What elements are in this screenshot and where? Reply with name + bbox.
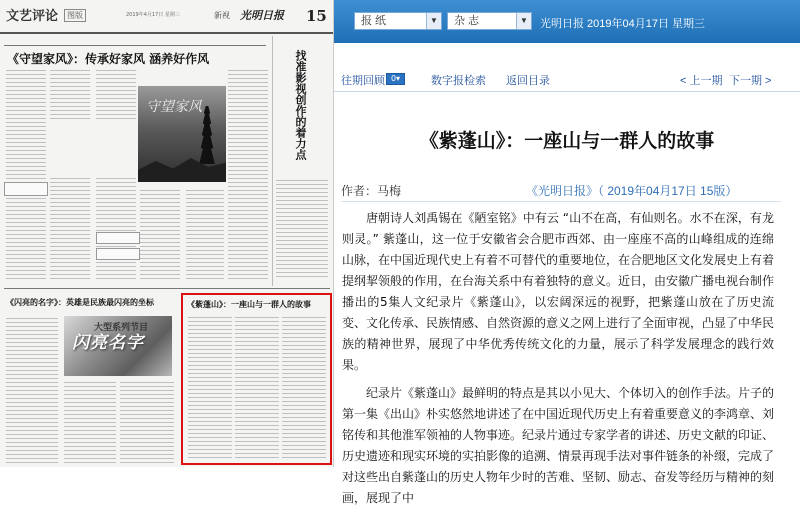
history-link[interactable]: 往期回顾 [341, 75, 385, 87]
photo-title-text: 守望家风 [146, 99, 202, 115]
text-column [188, 317, 232, 461]
back-to-index-link[interactable]: 返回目录 [506, 75, 550, 87]
photo-shouwang-jiafeng [138, 86, 226, 182]
article-source: 《光明日报》（ 2019年04月17日 15版） [526, 184, 738, 198]
masthead: 光明日报 [240, 9, 284, 22]
prev-issue-link[interactable]: < 上一期 [680, 75, 723, 87]
paragraph: 纪录片《紫蓬山》最鲜明的特点是其以小见大、个体切入的创作手法。片子的第一集《出山》朴实悠然地讲述了在中国近现代历史上有着重要意义的李鸿章、刘铭传和其他淮军领袖的人物事迹。纪录片通过专家学者的讲述、历史文献的印证、历史遗迹和现实环境的实拍影像的追溯、情景再现手法对事件链条的补缀，完成了对这些出自紫蓬山的历史人物年少时的苦难、坚韧、励志、奋发等经历与精神的刻画，展现了中 [342, 386, 775, 505]
search-link[interactable]: 数字报检索 [431, 75, 486, 87]
article-headline-shouwang[interactable]: 《守望家风》：传承好家风 涵养好作风 [7, 52, 210, 66]
article-headline-zipengshan[interactable]: 《紫蓬山》：一座山与一群人的故事 [187, 299, 311, 309]
photo-title-text: 闪亮名字 [72, 333, 144, 353]
page-number: 15 [306, 7, 327, 25]
divider [341, 201, 781, 202]
divider [4, 288, 330, 289]
next-issue-link[interactable]: 下一期 > [729, 75, 772, 87]
text-column [50, 178, 90, 280]
newspaper-select-value: 报 纸 [361, 15, 387, 27]
newspaper-page-image[interactable] [0, 0, 334, 467]
magazine-select-value: 杂 志 [454, 15, 480, 27]
paragraph: 唐朝诗人刘禹锡在《陋室铭》中有云 “山不在高，有仙则名。水不在深，有龙则灵。” 紫蓬山，这一位于安徽省会合肥市西郊、由一座座不高的山峰组成的连绵山脉，在中国近现代史上有着不可替代的重要地位，在合肥地区文化发展史上有着提纲挈领般的作用，在台海关系中有着独特的意义。近日，由安徽广播电视台制作播出的5集人文纪录片《紫蓬山》，以宏阔深远的视野，把紫蓬山放在了历史流变、文化传承、民族情感、自然资源的意义之网上进行了全面审视，凸显了中华民族的精神世界，展现了中华优秀传统文化的力量，展示了科学发展理念的践行效果。 [342, 211, 775, 372]
selected-article-highlight[interactable] [181, 293, 332, 465]
text-column [235, 317, 279, 461]
section-name: 文艺评论 [6, 9, 59, 24]
sidebar-box [96, 232, 140, 244]
paper-date: 2019年4月17日 星期三 [126, 12, 180, 18]
divider [272, 36, 273, 286]
photo-shanliang-mingzi [64, 316, 172, 376]
divider [4, 45, 266, 46]
text-column [228, 70, 268, 280]
section-tag: 图版 [64, 9, 86, 22]
newspaper-header [0, 0, 333, 34]
text-column [96, 178, 136, 280]
article-viewer [334, 0, 800, 505]
text-column [120, 382, 174, 464]
top-toolbar [334, 0, 800, 43]
issue-date: 光明日报 2019年04月17日 星期三 [540, 18, 706, 30]
article-author: 作者：马梅 [341, 184, 402, 198]
chevron-down-icon[interactable]: ▼ [426, 13, 441, 29]
chevron-down-icon[interactable]: ▼ [516, 13, 531, 29]
history-dropdown-icon[interactable]: 0▾ [386, 73, 405, 85]
photo-caption: 大型系列节目 [94, 323, 149, 333]
text-column [276, 180, 328, 280]
text-column [50, 70, 90, 120]
text-column [64, 382, 116, 464]
newspaper-select[interactable] [354, 12, 442, 30]
text-column [96, 70, 136, 120]
sidebar-box [96, 248, 140, 260]
edition-name: 新视 [214, 11, 230, 20]
text-column [6, 318, 58, 464]
text-column [282, 317, 326, 461]
article-headline-shanliang[interactable]: 《闪亮的名字》：英雄是民族最闪亮的坐标 [6, 297, 154, 307]
nav-bar [334, 66, 800, 92]
text-column [186, 190, 224, 280]
article-body [342, 208, 774, 516]
article-title: 《紫蓬山》：一座山与一群人的故事 [419, 130, 715, 152]
magazine-select[interactable] [447, 12, 532, 30]
article-headline-vertical[interactable]: 找准影视创作的着力点 [294, 50, 307, 160]
text-column [6, 70, 46, 280]
sidebar-box [4, 182, 48, 196]
text-column [140, 190, 180, 280]
